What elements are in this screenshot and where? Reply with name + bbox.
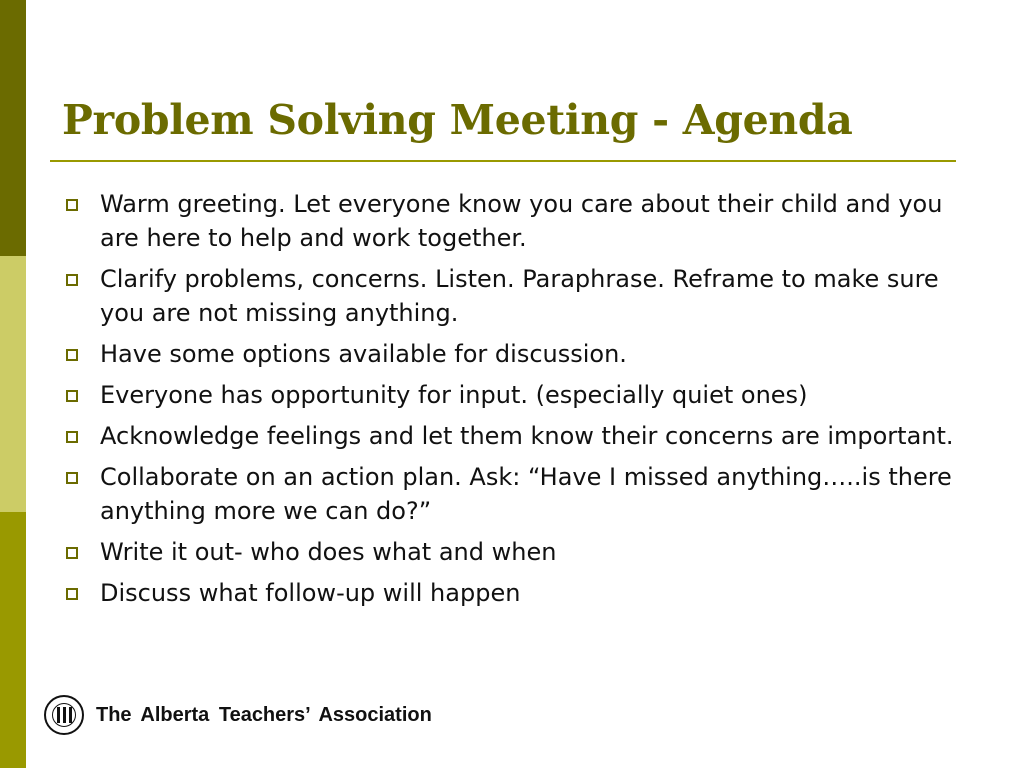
hollow-square-bullet-icon bbox=[66, 472, 78, 484]
list-item-text: Collaborate on an action plan. Ask: “Have I missed anything…..is there anything more we can do?” bbox=[100, 463, 952, 525]
list-item bbox=[64, 460, 964, 528]
sidebar-top-stripe bbox=[0, 0, 26, 256]
hollow-square-bullet-icon bbox=[66, 431, 78, 443]
list-item-text: Have some options available for discussion. bbox=[100, 340, 627, 368]
agenda-list bbox=[64, 187, 964, 617]
slide-title: Problem Solving Meeting - Agenda bbox=[62, 96, 853, 144]
organization-logo bbox=[44, 695, 432, 735]
hollow-square-bullet-icon bbox=[66, 349, 78, 361]
list-item-text: Everyone has opportunity for input. (especially quiet ones) bbox=[100, 381, 808, 409]
organization-name: The Alberta Teachers’ Association bbox=[96, 703, 432, 726]
list-item-text: Discuss what follow-up will happen bbox=[100, 579, 521, 607]
list-item bbox=[64, 337, 964, 371]
title-divider bbox=[50, 160, 956, 162]
list-item-text: Clarify problems, concerns. Listen. Paraphrase. Reframe to make sure you are not missing anything. bbox=[100, 265, 939, 327]
list-item-text: Warm greeting. Let everyone know you care about their child and you are here to help and work together. bbox=[100, 190, 943, 252]
hollow-square-bullet-icon bbox=[66, 588, 78, 600]
hollow-square-bullet-icon bbox=[66, 547, 78, 559]
list-item bbox=[64, 378, 964, 412]
ata-seal-icon bbox=[44, 695, 84, 735]
hollow-square-bullet-icon bbox=[66, 274, 78, 286]
sidebar-bottom-stripe bbox=[0, 512, 26, 768]
list-item bbox=[64, 187, 964, 255]
list-item-text: Write it out- who does what and when bbox=[100, 538, 557, 566]
list-item bbox=[64, 535, 964, 569]
hollow-square-bullet-icon bbox=[66, 390, 78, 402]
list-item bbox=[64, 262, 964, 330]
hollow-square-bullet-icon bbox=[66, 199, 78, 211]
list-item bbox=[64, 419, 964, 453]
sidebar-middle-stripe bbox=[0, 256, 26, 512]
list-item-text: Acknowledge feelings and let them know their concerns are important. bbox=[100, 422, 954, 450]
list-item bbox=[64, 576, 964, 610]
